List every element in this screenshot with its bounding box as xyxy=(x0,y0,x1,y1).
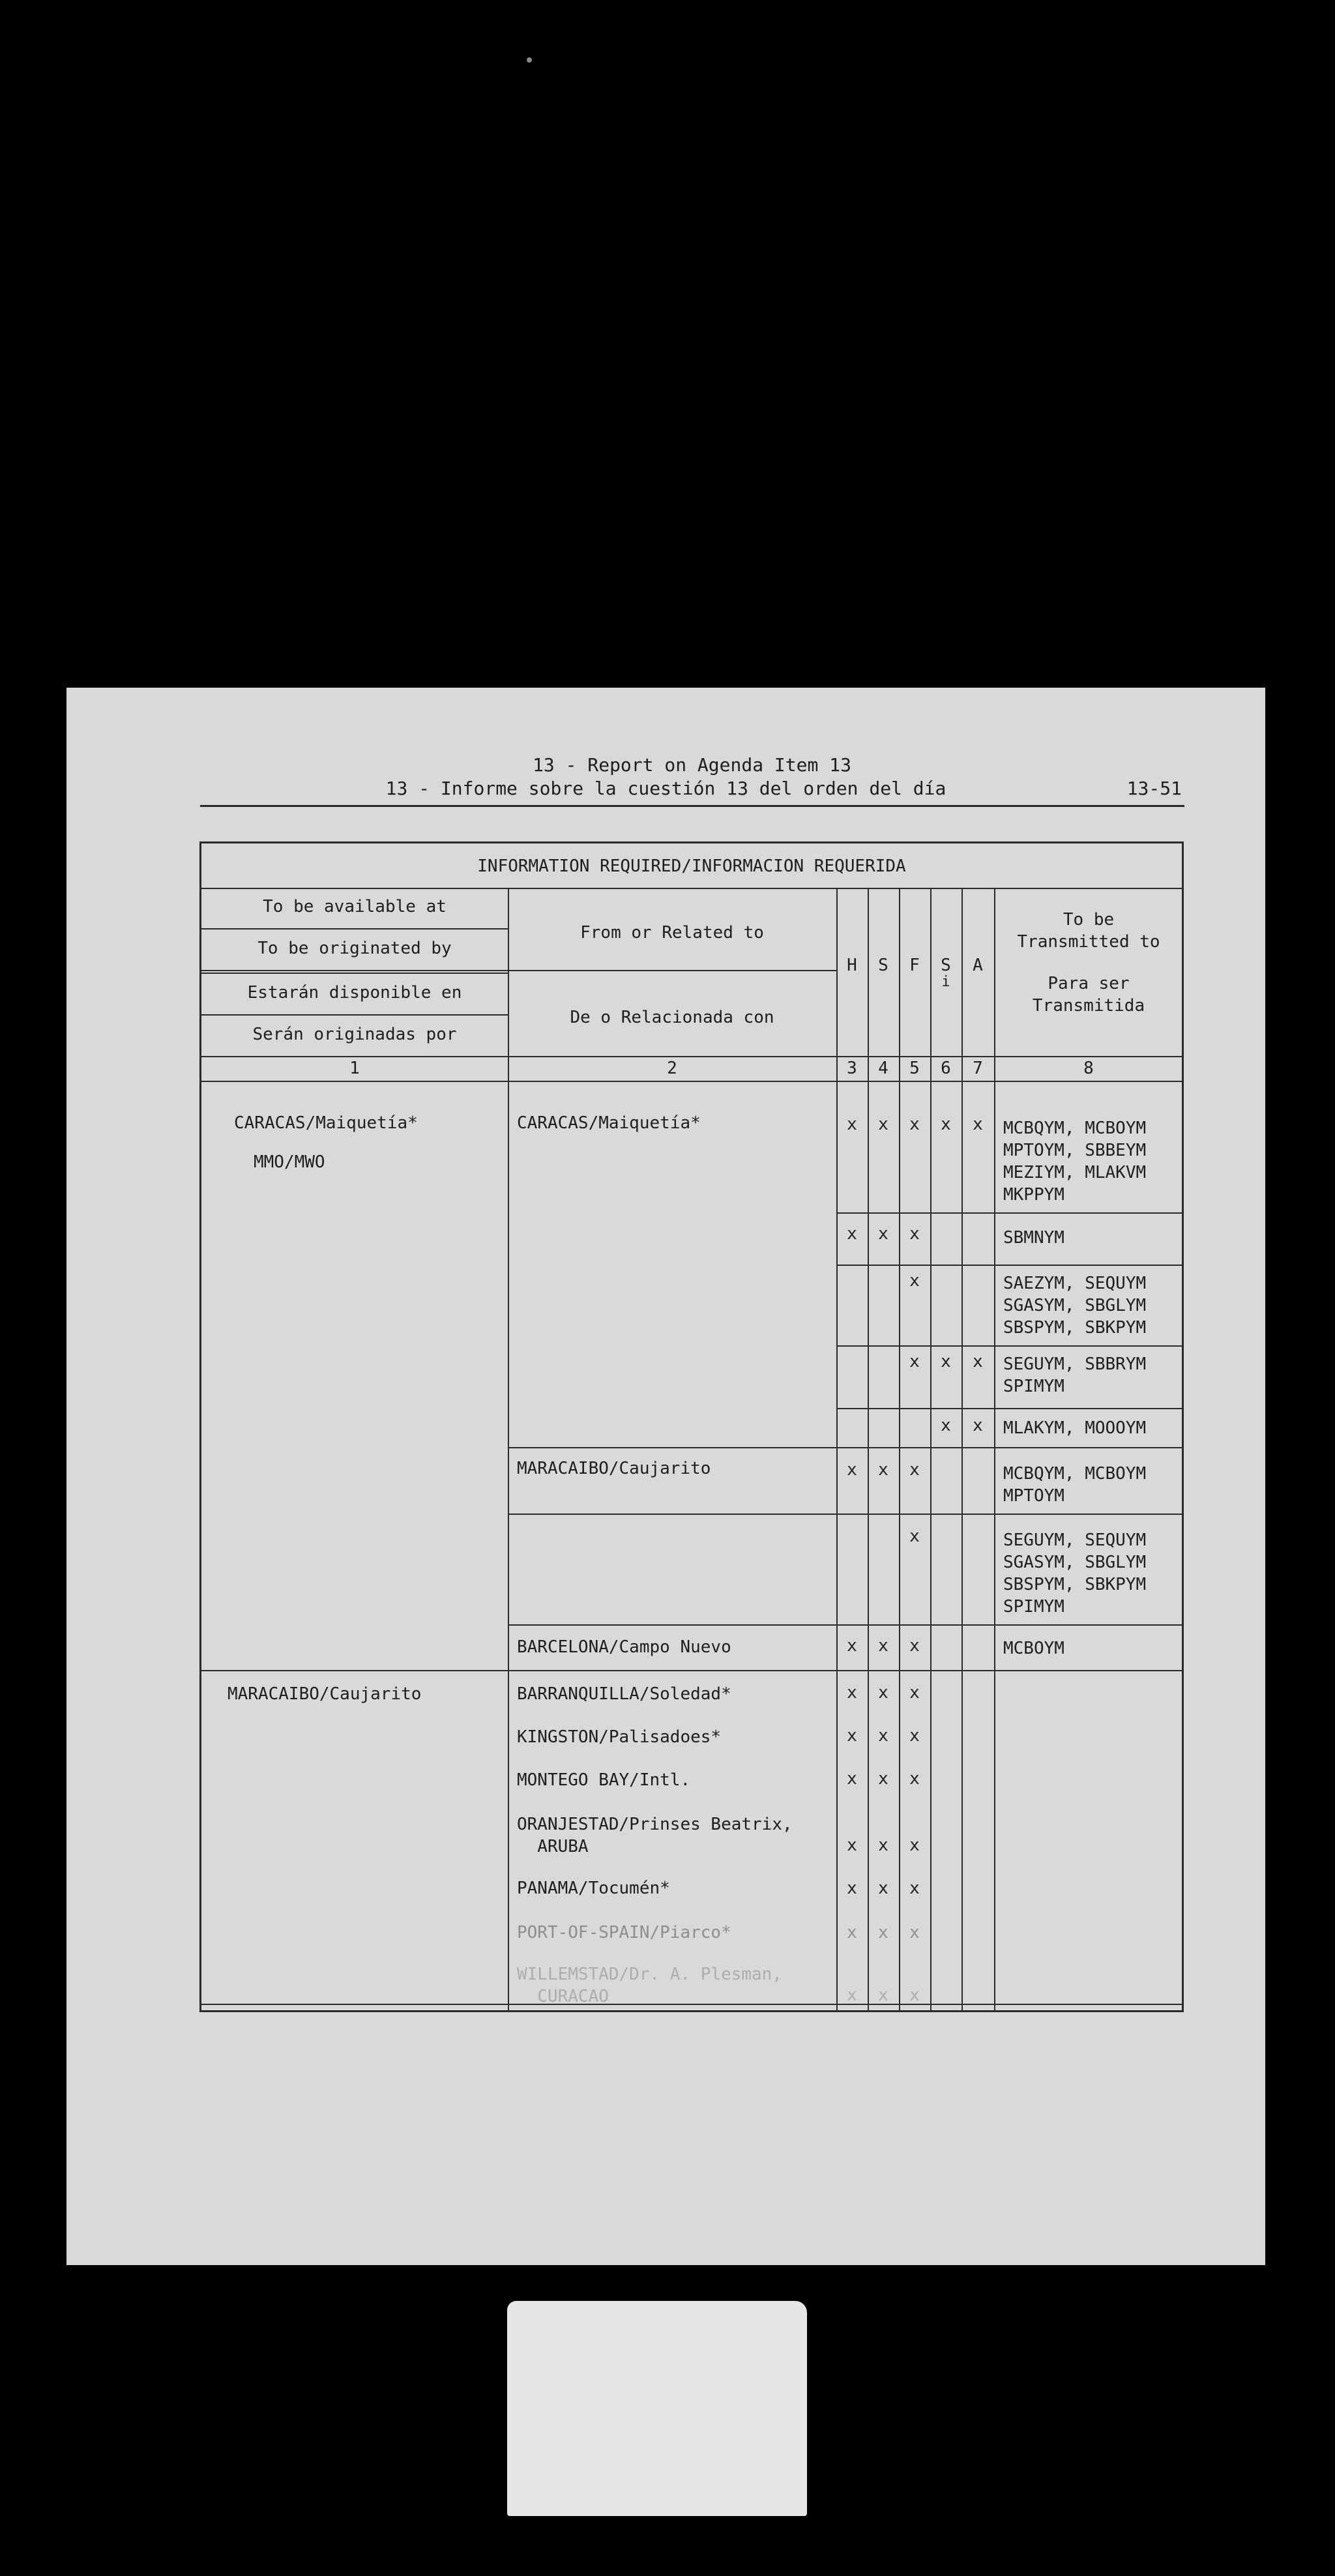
mark-x: x xyxy=(941,1416,951,1435)
col1-header-en-1: To be available at xyxy=(263,897,447,916)
related-panama: PANAMA/Tocumén* xyxy=(517,1879,670,1898)
rule-col1-split-double xyxy=(201,973,508,974)
flag-header-f: F xyxy=(909,956,920,975)
mark-x: x xyxy=(973,1352,983,1371)
mark-x: x xyxy=(909,1726,920,1746)
mark-x: x xyxy=(909,1527,920,1546)
rule-col1-en xyxy=(201,928,508,929)
col1-header-en-2: To be originated by xyxy=(257,939,452,958)
transmit-row-4: SEGUYM, SBBRYM SPIMYM xyxy=(1003,1354,1147,1396)
flag-header-si-sub: i xyxy=(941,974,950,990)
mark-x: x xyxy=(909,1636,920,1656)
mark-x: x xyxy=(973,1115,983,1134)
mark-x: x xyxy=(909,1352,920,1371)
related-caracas: CARACAS/Maiquetía* xyxy=(517,1113,701,1133)
col2-header-en: From or Related to xyxy=(580,923,764,943)
mark-x: x xyxy=(878,1836,888,1855)
origin-caracas-office: MMO/MWO xyxy=(254,1152,325,1172)
mark-x: x xyxy=(847,1836,857,1855)
col-num-1: 1 xyxy=(349,1059,360,1078)
col-num-7: 7 xyxy=(973,1059,983,1078)
rule-col2-split xyxy=(508,970,836,971)
header-line-english: 13 - Report on Agenda Item 13 xyxy=(533,754,851,776)
mark-x: x xyxy=(909,1683,920,1703)
transmit-row-7: SEGUYM, SEQUYM SGASYM, SBGLYM SBSPYM, SBKPYM SPIMYM xyxy=(1003,1530,1147,1617)
col-num-5: 5 xyxy=(909,1059,920,1078)
col2-header-es: De o Relacionada con xyxy=(570,1008,774,1027)
document-page xyxy=(66,688,1265,2265)
mark-x: x xyxy=(878,1636,888,1656)
mark-x: x xyxy=(909,1923,920,1942)
mark-x: x xyxy=(847,1985,857,2005)
rule-row2 xyxy=(836,1265,1182,1266)
col1-header-es-1: Estarán disponible en xyxy=(247,983,462,1003)
rule-row8 xyxy=(201,1670,1182,1671)
related-barranquilla: BARRANQUILLA/Soledad* xyxy=(517,1684,731,1704)
header-rule xyxy=(200,805,1184,807)
rule-row3 xyxy=(836,1345,1182,1347)
rule-row1 xyxy=(836,1212,1182,1214)
transmit-row-8: MCBOYM xyxy=(1003,1639,1064,1658)
mark-x: x xyxy=(847,1224,857,1244)
col-num-4: 4 xyxy=(878,1059,888,1078)
rule-col8-left xyxy=(994,888,995,2010)
mark-x: x xyxy=(847,1879,857,1898)
related-oranjestad: ORANJESTAD/Prinses Beatrix, ARUBA xyxy=(517,1815,793,1856)
col8-header-en: To be Transmitted to xyxy=(1017,910,1160,952)
mark-x: x xyxy=(878,1224,888,1244)
next-page-edge xyxy=(507,2301,807,2516)
mark-x: x xyxy=(941,1352,951,1371)
mark-x: x xyxy=(909,1115,920,1134)
col-num-6: 6 xyxy=(941,1059,951,1078)
mark-x: x xyxy=(878,1879,888,1898)
table-title: INFORMATION REQUIRED/INFORMACION REQUERIDA xyxy=(477,856,906,876)
mark-x: x xyxy=(878,1923,888,1942)
mark-x: x xyxy=(909,1879,920,1898)
col-num-2: 2 xyxy=(667,1059,677,1078)
header-line-spanish: 13 - Informe sobre la cuestión 13 del orden del día xyxy=(385,778,946,799)
mark-x: x xyxy=(878,1769,888,1789)
mark-x: x xyxy=(909,1985,920,2005)
mark-x: x xyxy=(909,1769,920,1789)
related-port-of-spain: PORT-OF-SPAIN/Piarco* xyxy=(517,1923,731,1942)
related-maracaibo: MARACAIBO/Caujarito xyxy=(517,1459,711,1478)
rule-numbers-bottom xyxy=(201,1081,1182,1082)
col-num-3: 3 xyxy=(847,1059,857,1078)
flag-header-si: S xyxy=(941,956,951,975)
rule-col6-left xyxy=(930,888,932,2010)
related-kingston: KINGSTON/Palisadoes* xyxy=(517,1727,722,1747)
mark-x: x xyxy=(847,1115,857,1134)
mark-x: x xyxy=(878,1985,888,2005)
rule-title xyxy=(201,888,1182,889)
col8-header-es: Para ser Transmitida xyxy=(1032,974,1145,1016)
flag-header-h: H xyxy=(847,956,857,975)
col1-header-es-2: Serán originadas por xyxy=(252,1025,457,1044)
flag-header-s: S xyxy=(878,956,888,975)
mark-x: x xyxy=(909,1836,920,1855)
transmit-row-3: SAEZYM, SEQUYM SGASYM, SBGLYM SBSPYM, SBKPYM xyxy=(1003,1274,1147,1338)
mark-x: x xyxy=(847,1726,857,1746)
rule-col1-split xyxy=(201,970,508,971)
col-num-8: 8 xyxy=(1083,1059,1094,1078)
rule-col2-left xyxy=(508,888,509,2010)
mark-x: x xyxy=(878,1460,888,1480)
dust-speck xyxy=(527,57,532,63)
mark-x: x xyxy=(909,1224,920,1244)
mark-x: x xyxy=(973,1416,983,1435)
origin-caracas: CARACAS/Maiquetía* xyxy=(234,1113,418,1133)
mark-x: x xyxy=(847,1460,857,1480)
rule-row5 xyxy=(508,1447,1182,1448)
mark-x: x xyxy=(909,1460,920,1480)
mark-x: x xyxy=(878,1683,888,1703)
rule-row6 xyxy=(508,1514,1182,1515)
transmit-row-1: MCBQYM, MCBOYM MPTOYM, SBBEYM MEZIYM, MLAKVM MKPPYM xyxy=(1003,1119,1147,1205)
transmit-row-2: SBMNYM xyxy=(1003,1228,1064,1248)
related-barcelona: BARCELONA/Campo Nuevo xyxy=(517,1637,731,1657)
transmit-row-5: MLAKYM, MOOOYM xyxy=(1003,1418,1147,1438)
rule-row4 xyxy=(836,1408,1182,1409)
related-montego-bay: MONTEGO BAY/Intl. xyxy=(517,1770,691,1790)
mark-x: x xyxy=(878,1726,888,1746)
mark-x: x xyxy=(847,1683,857,1703)
rule-row7 xyxy=(508,1624,1182,1626)
mark-x: x xyxy=(847,1636,857,1656)
mark-x: x xyxy=(847,1769,857,1789)
rule-col1-es xyxy=(201,1014,508,1016)
mark-x: x xyxy=(847,1923,857,1942)
rule-col7-left xyxy=(961,888,963,2010)
related-willemstad: WILLEMSTAD/Dr. A. Plesman, CURACAO xyxy=(517,1965,782,2006)
mark-x: x xyxy=(909,1271,920,1291)
flag-header-a: A xyxy=(973,956,983,975)
mark-x: x xyxy=(878,1115,888,1134)
origin-maracaibo: MARACAIBO/Caujarito xyxy=(227,1684,422,1704)
information-table xyxy=(199,842,1184,2012)
transmit-row-6: MCBQYM, MCBOYM MPTOYM xyxy=(1003,1464,1147,1506)
page-number: 13-51 xyxy=(1126,778,1182,799)
mark-x: x xyxy=(941,1115,951,1134)
